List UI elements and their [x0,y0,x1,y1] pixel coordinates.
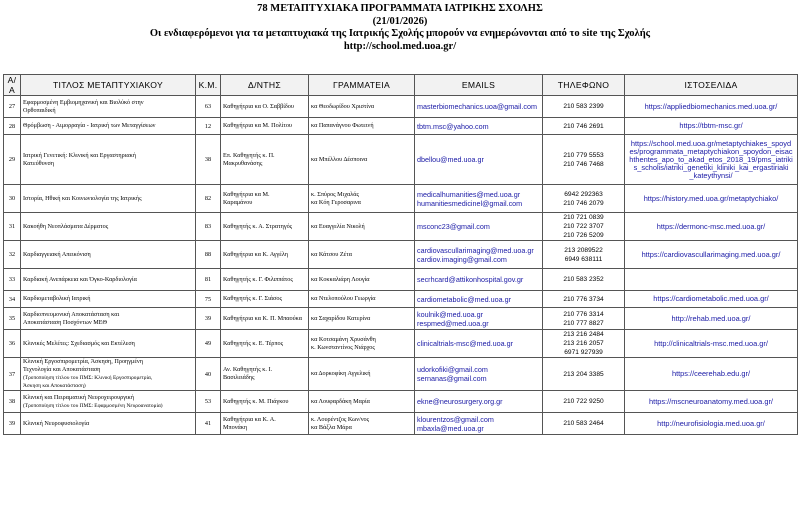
table-row [4,241,798,269]
phone-cell [543,391,625,413]
table-row [4,213,798,241]
secretariat-cell [309,291,415,308]
email-link[interactable]: cardiov.imaging@gmail.com [417,254,507,264]
credit-units: 82 [196,185,221,213]
phone-cell [543,330,625,358]
secretariat-name: κα Κάτσου Ζέτα [311,250,352,258]
table-row [4,269,798,291]
secretariat-name: κα Κόη Γεροσαρινα [311,198,361,206]
director-cell [221,213,309,241]
phone-cell [543,118,625,135]
credit-units: 83 [196,213,221,241]
row-number: 32 [4,241,21,269]
email-link[interactable]: humanitiesmedicinel@gmail.com [417,198,523,208]
program-title-note: Άσκηση και Αποκατάσταση) [23,383,86,389]
website-link[interactable]: http://neurofisiologia.med.uoa.gr/ [657,418,765,428]
email-link[interactable]: koulnik@med.uoa.gr [417,309,484,319]
program-title-cell [21,96,196,118]
emails-cell [415,358,543,391]
secretariat-name: κα Κοκκαλιάρη Λουγία [311,275,370,283]
secretariat-name: κα Ντελοπούλου Γεωργία [311,295,376,302]
column-header-title: ΤΙΤΛΟΣ ΜΕΤΑΠΤΥΧΙΑΚΟΥ [21,75,196,96]
director-cell [221,269,309,291]
director-cell [221,308,309,330]
secretariat-cell [309,269,415,291]
column-header-director: Δ/ΝΤΗΣ [221,75,309,96]
phone-number: 210 583 2352 [563,276,604,283]
row-number: 27 [4,96,21,118]
program-title-cell [21,241,196,269]
row-number: 39 [4,413,21,435]
website-link[interactable]: https://ceerehab.edu.gr/ [671,369,751,378]
director-cell [221,330,309,358]
column-header-phone: ΤΗΛΕΦΩΝΟ [543,75,625,96]
email-link[interactable]: medicalhumanities@med.uoa.gr [417,189,521,199]
column-header-emails: EMAILS [415,75,543,96]
program-title: Καρδιοπνευμονική Αποκατάσταση και [23,310,120,318]
director-cell [221,291,309,308]
director-name: Επ. Καθηγητής κ. Π. [223,151,275,159]
phone-number: 210 776 3314 [563,310,604,318]
program-title-cell [21,391,196,413]
website-cell [625,135,798,185]
credit-units: 38 [196,135,221,185]
phone-cell [543,358,625,391]
director-name: Καθηγήτρια κα Κ. Α. [223,415,276,423]
program-title-cell [21,358,196,391]
website-link[interactable]: https://appliedbiomechanics.med.uoa.gr/ [644,101,778,111]
secretariat-cell [309,185,415,213]
table-row [4,291,798,308]
director-name: Καραμάνου [223,198,253,206]
website-cell [625,391,798,413]
director-name: Μπονάκη [223,423,248,431]
phone-cell [543,413,625,435]
phone-number: 213 204 3385 [563,370,604,378]
program-title-cell [21,413,196,435]
website-cell [625,269,798,291]
table-row [4,330,798,358]
document-title: 78 ΜΕΤΑΠΤΥΧΙΑΚΑ ΠΡΟΓΡΑΜΜΑΤΑ ΙΑΤΡΙΚΗΣ ΣΧΟΛΗΣ [257,3,543,14]
email-link[interactable]: klourentzos@gmail.com [417,414,494,424]
secretariat-name: κα Βάξλα Μάρα [311,423,352,431]
director-name: Αν. Καθηγητής κ. Ι. [223,366,273,373]
phone-cell [543,185,625,213]
program-title: Θρόμβωση - Αιμορραγία - Ιατρική των Μεταγγίσεων [23,122,156,129]
program-title: Ιστορία, Ηθική και Κοινωνιολογία της Ιατρικής [23,194,142,202]
website-cell [625,291,798,308]
website-link[interactable]: https://history.med.uoa.gr/metaptychiako/ [643,193,779,203]
director-name: Καθηγητής κ. Γ. Σιάσος [223,295,282,302]
program-title: Ιατρική Γενετική: Κλινική και Εργαστηριακή [23,151,136,159]
phone-number: 210 746 2691 [563,122,604,130]
credit-units: 75 [196,291,221,308]
row-number: 38 [4,391,21,413]
email-link[interactable]: clinicaltrials-msc@med.uoa.gr [417,339,513,348]
director-cell [221,118,309,135]
email-link[interactable]: udorkofiki@gmail.com [417,365,488,374]
table-row [4,135,798,185]
emails-cell [415,391,543,413]
program-title: Κλινική και Πειραματική Νευροχειρουργική [23,393,135,401]
document-date: (21/01/2026) [372,15,428,27]
director-cell [221,413,309,435]
row-number: 35 [4,308,21,330]
director-name: Βασιλειάδης [223,374,255,381]
secretariat-name: κ. Λουρέντζος Κων/νος [311,415,370,423]
secretariat-name: κ. Κωνσταντίνος Νιάρχος [311,343,375,351]
table-row [4,185,798,213]
website-cell [625,96,798,118]
secretariat-cell [309,358,415,391]
secretariat-cell [309,118,415,135]
secretariat-name: κα Μπέλλου Δέσποινα [311,155,368,163]
table-row [4,308,798,330]
website-link[interactable]: https://mscneuroanatomy.med.uoa.gr/ [649,396,773,406]
row-number: 31 [4,213,21,241]
emails-cell [415,291,543,308]
row-number: 37 [4,358,21,391]
phone-number: 210 722 9250 [563,398,604,405]
phone-number: 210 779 5553 [563,151,604,159]
program-title-cell [21,213,196,241]
director-cell [221,358,309,391]
secretariat-cell [309,135,415,185]
email-link[interactable]: masterbiomechanics.uoa@gmail.com [417,102,537,111]
program-title: Ορθοπαιδική [23,106,56,114]
director-name: Καθηγήτρια κα Μ. [223,190,270,198]
secretariat-cell [309,308,415,330]
program-title-cell [21,269,196,291]
director-name: Καθηγητής κ. Γ. Φιλιππάτος [223,275,293,283]
program-title: Εφαρμοσμένη Εμβιομηχανική και Βιολύκό στην [23,98,144,106]
phone-cell [543,213,625,241]
emails-cell [415,96,543,118]
phone-number: 6949 638111 [564,255,603,263]
website-link[interactable]: https://dermonc-msc.med.uoa.gr/ [656,221,766,231]
program-title-cell [21,185,196,213]
program-title-note: (Τροποποίηση τίτλου του ΠΜΣ: Κλινική Εργοσπιρομετρία, [23,375,153,381]
emails-cell [415,269,543,291]
emails-cell [415,330,543,358]
director-name: Καθηγητής κ. Μ. Πιάγκου [223,397,289,405]
phone-number: 210 726 5209 [563,232,604,239]
email-link[interactable]: msconc23@gmail.com [417,222,490,231]
phone-number: 210 746 7468 [563,160,604,168]
secretariat-name: κα Παπανάγνου Φωτεινή [311,122,374,129]
secretariat-cell [309,391,415,413]
director-name: Καθηγητής κ. Ε. Τέρπος [223,339,284,347]
row-number: 34 [4,291,21,308]
emails-cell [415,135,543,185]
secretariat-name: κα Σαχαρίδου Κατερίνα [311,314,371,322]
program-title-note: (Τροποποίηση τίτλου του ΠΜΣ: Εφαρμοσμένη Νευροανατομία) [23,402,163,409]
website-link[interactable]: http://clinicaltrials-msc.med.uoa.gr/ [654,338,768,348]
phone-number: 210 722 3707 [563,223,604,230]
table-header-row [4,75,798,96]
secretariat-name: κα Λουφαρδάκη Μαρία [311,397,370,405]
emails-cell [415,213,543,241]
website-cell [625,213,798,241]
director-cell [221,241,309,269]
credit-units: 39 [196,308,221,330]
email-link[interactable]: ekne@neurosurgery.org.gr [417,397,503,406]
column-header-km: Κ.Μ. [196,75,221,96]
secretariat-name: κα Δορκοφίκη Αγγελική [311,370,371,377]
emails-cell [415,413,543,435]
email-link[interactable]: dbellou@med.uoa.gr [417,155,484,164]
director-name: Καθηγητής κ. Α. Στρατηγός [223,222,293,230]
director-cell [221,391,309,413]
program-title: Καρδιαγγειακή Απεικόνιση [23,250,91,258]
phone-number: 213 216 2484 [563,331,604,338]
email-link[interactable]: mbaxla@med.uoa.gr [417,423,484,433]
program-title: Αποκατάσταση Ποσχόντων ΜΕΘ [23,318,107,326]
school-url[interactable]: http://school.med.uoa.gr/ [343,40,457,52]
director-name: Καθηγήτρια κα Μ. Πολίτου [223,122,292,129]
credit-units: 41 [196,413,221,435]
program-title: Καρδιακή Ανεπάρκεια και Όγκο-Καρδιολογία [23,275,137,283]
secretariat-cell [309,213,415,241]
secretariat-cell [309,241,415,269]
emails-cell [415,241,543,269]
credit-units: 12 [196,118,221,135]
program-title-cell [21,308,196,330]
phone-number: 210 777 8827 [563,319,604,327]
row-number: 28 [4,118,21,135]
program-title: Κλινική Εργοσπιρομετρία, Άσκηση, Προηγμένη [23,358,143,365]
table-row [4,413,798,435]
director-name: Καθηγήτρια κα Κ. Π. Μπαούκα [223,314,302,322]
phone-cell [543,96,625,118]
website-cell [625,358,798,391]
row-number: 36 [4,330,21,358]
email-link[interactable]: respmed@med.uoa.gr [417,318,489,328]
website-link[interactable]: _kateythynsi/ [689,170,733,180]
phone-number: 6971 927939 [564,349,603,356]
website-link[interactable]: https://tbtm-msc.gr/ [679,121,743,130]
column-header-website: ΙΣΤΟΣΕΛΙΔΑ [625,75,798,96]
credit-units: 81 [196,269,221,291]
phone-cell [543,135,625,185]
phone-cell [543,241,625,269]
website-link[interactable]: s_scholis/iatriki_genetiki_kliniki_kai_ergastiriaki [633,162,789,172]
table-row [4,358,798,391]
row-number: 33 [4,269,21,291]
website-cell [625,330,798,358]
email-link[interactable]: cardiovascullarimaging@med.uoa.gr [417,245,534,255]
column-header-aa: Α/Α [4,75,21,96]
program-title-cell [21,291,196,308]
email-link[interactable]: cardiometabolic@med.uoa.gr [417,294,511,304]
credit-units: 40 [196,358,221,391]
secretariat-name: κ. Σπύρος Μιχαλάς [311,190,359,198]
credit-units: 53 [196,391,221,413]
table-body [4,96,798,435]
website-link[interactable]: http://rehab.med.uoa.gr/ [671,313,751,323]
secretariat-name: κα Θεοδωρίδου Χριστίνα [311,102,375,110]
website-cell [625,308,798,330]
website-cell [625,241,798,269]
website-cell [625,118,798,135]
program-title: Κλινική Νευροφυσιολογία [23,419,90,427]
program-title: Τεχνολογία και Αποκατάσταση [23,366,101,373]
emails-cell [415,308,543,330]
secretariat-name: κα Ευαγγελία Νικολή [311,222,365,230]
secretariat-cell [309,330,415,358]
phone-number: 213 216 2057 [563,340,604,347]
credit-units: 63 [196,96,221,118]
phone-cell [543,269,625,291]
phone-cell [543,291,625,308]
table-row [4,118,798,135]
program-title: Κακοήθη Νεοπλάσματα Δέρματος [23,222,109,230]
website-link[interactable]: https://cardiovascullarimaging.med.uoa.gr/ [641,249,781,259]
website-cell [625,413,798,435]
website-link[interactable]: hthentes_apo_to_akad_etos_2018_19/pms_iatriki [629,154,793,164]
table-row [4,96,798,118]
programs-table [3,74,798,435]
director-name: Καθηγήτρια κα Κ. Αγγέλη [223,250,289,258]
phone-number: 213 2089522 [564,246,603,254]
phone-number: 6942 292363 [564,190,603,198]
director-name: Καθηγήτρια κα Ο. Σαββίδου [223,102,294,110]
phone-number: 210 721 0839 [563,214,604,221]
director-cell [221,185,309,213]
row-number: 30 [4,185,21,213]
website-cell [625,185,798,213]
program-title: Κατεύθυνση [23,159,55,167]
website-link[interactable]: https://school.med.uoa.gr/metaptychiakes_spoyd [630,138,792,148]
program-title-cell [21,135,196,185]
emails-cell [415,185,543,213]
phone-cell [543,308,625,330]
email-link[interactable]: tbtm.msc@yahoo.com [417,121,489,131]
phone-number: 210 583 2399 [563,103,604,110]
website-link[interactable]: https://cardiometabolic.med.uoa.gr/ [653,294,769,303]
credit-units: 49 [196,330,221,358]
website-link[interactable]: es/programmata_metaptychiakon_spoydon_eisac [629,146,793,156]
emails-cell [415,118,543,135]
phone-number: 210 583 2464 [563,420,604,427]
program-title: Καρδιομεταβολική Ιατρική [23,295,91,302]
secretariat-cell [309,413,415,435]
secretariat-name: κα Κοτσαμάνη Χρυσάνθη [311,335,376,343]
document-header [0,0,800,62]
phone-number: 210 746 2079 [563,199,604,207]
email-link[interactable]: secrhcard@attikonhospital.gov.gr [417,275,524,284]
email-link[interactable]: sernanas@gmail.com [417,374,487,383]
program-title-cell [21,330,196,358]
secretariat-cell [309,96,415,118]
column-header-secretariat: ΓΡΑΜΜΑΤΕΙΑ [309,75,415,96]
row-number: 29 [4,135,21,185]
document-note: Οι ενδιαφερόμενοι για τα μεταπτυχιακά της Ιατρικής Σχολής μπορούν να ενημερώνονται από το site της Σχολής [149,28,651,39]
program-title: Κλινικές Μελέτες: Σχεδιασμός και Εκτέλεση [23,339,135,347]
phone-number: 210 776 3734 [563,295,604,303]
director-cell [221,135,309,185]
director-name: Μακρυθανάσης [223,159,263,167]
director-cell [221,96,309,118]
program-title-cell [21,118,196,135]
table-row [4,391,798,413]
credit-units: 88 [196,241,221,269]
